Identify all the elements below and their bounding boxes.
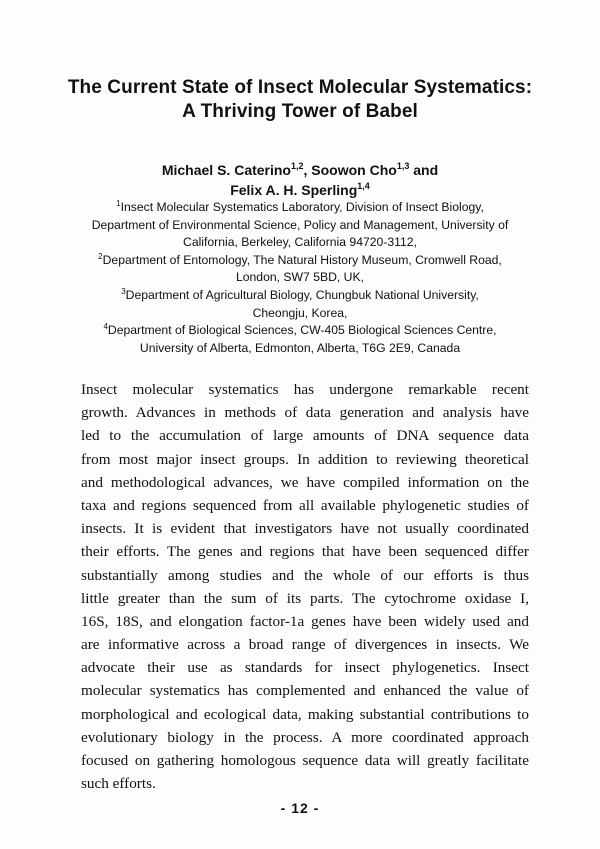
abstract-line: little greater than the sum of its parts. The cytochrome oxidase I, xyxy=(81,589,529,607)
author-name: Soowon Cho xyxy=(311,162,397,178)
abstract-line: molecular systematics has complemented and enhanced the value of xyxy=(81,682,529,700)
affiliation-line: University of Alberta, Edmonton, Alberta, T6G 2E9, Canada xyxy=(139,340,461,355)
affiliation-1 xyxy=(40,199,560,252)
affiliation-2 xyxy=(40,252,560,287)
abstract-line: growth. Advances in methods of data generation and analysis have xyxy=(81,404,529,422)
abstract-line: and methodological advances, we have compiled information on the xyxy=(81,473,529,491)
affiliation-line: Cheongju, Korea, xyxy=(252,305,348,320)
abstract-line: 16S, 18S, and elongation factor-1a genes have been widely used and xyxy=(81,612,529,630)
abstract-line: their efforts. The genes and regions that have been sequenced differ xyxy=(81,543,529,561)
affiliation-mark: 2 xyxy=(98,251,103,261)
abstract-line: led to the accumulation of large amounts of DNA sequence data xyxy=(81,427,529,445)
affiliation-mark: 1 xyxy=(116,199,121,208)
abstract-line: such efforts. xyxy=(81,775,156,793)
affiliation-line xyxy=(40,199,560,217)
abstract-paragraph xyxy=(81,378,529,795)
abstract-line: substantially among studies and the whole of our efforts is thus xyxy=(81,566,529,584)
abstract-line: advocate their use as standards for insect phylogenetics. Insect xyxy=(81,659,529,677)
title-line-2: A Thriving Tower of Babel xyxy=(182,101,418,122)
abstract-line: are informative across a broad range of divergences in insects. We xyxy=(81,636,529,654)
author-affiliation-mark: 1,2 xyxy=(291,161,304,171)
author-list xyxy=(40,160,560,200)
affiliation-text: Department of Agricultural Biology, Chungbuk National University, xyxy=(125,287,479,302)
abstract-line: morphological and ecological data, making substantial contributions to xyxy=(81,705,529,723)
author-affiliation-mark: 1,4 xyxy=(357,181,370,191)
affiliation-line xyxy=(40,287,560,305)
affiliation-line: California, Berkeley, California 94720-3112, xyxy=(183,235,417,250)
author-line-2 xyxy=(40,180,560,200)
page-number: - 12 - xyxy=(280,800,320,816)
abstract-line: insects. It is evident that investigators have not usually coordinated xyxy=(81,520,529,538)
affiliation-4 xyxy=(40,322,560,357)
author-line-1 xyxy=(40,160,560,180)
abstract-line: from most major insect groups. In addition to reviewing theoretical xyxy=(81,450,529,468)
affiliation-line: London, SW7 5BD, UK, xyxy=(235,270,365,285)
title-line-1: The Current State of Insect Molecular Systematics: xyxy=(67,77,533,98)
affiliation-3 xyxy=(40,287,560,322)
author-separator: , xyxy=(303,162,312,178)
abstract-line: evolutionary biology in the process. A more coordinated approach xyxy=(81,728,529,746)
author-affiliation-mark: 1,3 xyxy=(396,161,410,171)
affiliation-mark: 4 xyxy=(103,322,108,332)
abstract-line: taxa and regions sequenced from all available phylogenetic studies of xyxy=(81,496,529,514)
author-conjunction: and xyxy=(409,162,439,178)
affiliation-line xyxy=(40,252,560,270)
abstract-line: focused on gathering homologous sequence data will greatly facilitate xyxy=(81,752,529,769)
affiliation-line: Department of Environmental Science, Policy and Management, University of xyxy=(91,217,509,232)
affiliation-line xyxy=(40,322,560,340)
affiliation-list xyxy=(40,199,560,357)
affiliation-text: Department of Entomology, The Natural History Museum, Cromwell Road, xyxy=(102,252,502,267)
author-name: Felix A. H. Sperling xyxy=(230,182,358,198)
affiliation-mark: 3 xyxy=(121,286,126,296)
abstract-line: Insect molecular systematics has undergone remarkable recent xyxy=(81,381,529,398)
paper-title xyxy=(40,76,560,124)
affiliation-text: Department of Biological Sciences, CW-405 Biological Sciences Centre, xyxy=(107,323,497,338)
author-name: Michael S. Caterino xyxy=(161,162,291,178)
affiliation-text: Insect Molecular Systematics Laboratory, Division of Insect Biology, xyxy=(120,200,484,214)
